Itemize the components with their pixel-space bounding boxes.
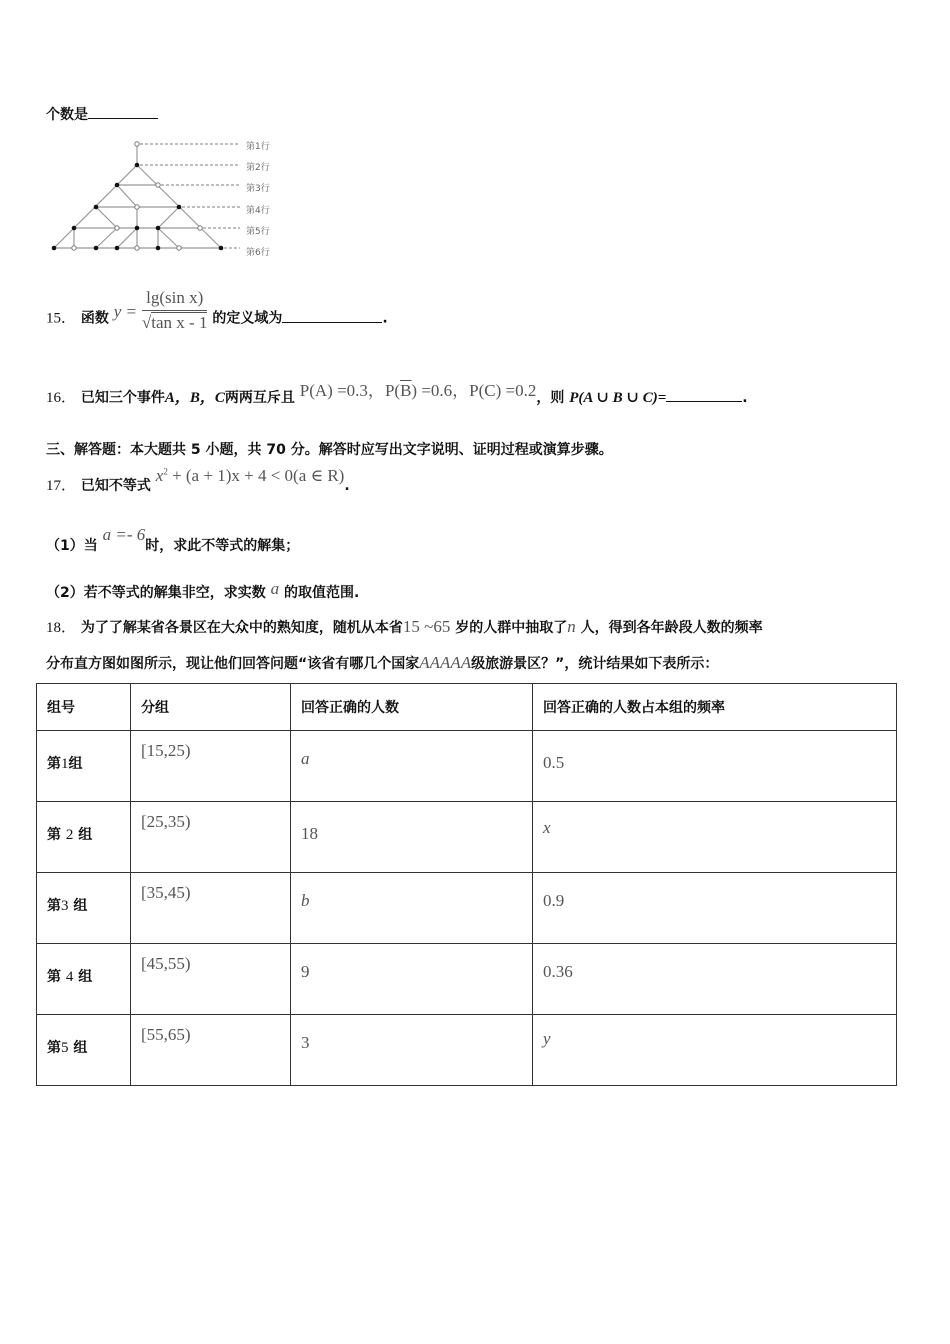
table-row: [37, 1015, 897, 1086]
correct-frequency: x: [543, 818, 551, 837]
question-number: 16．: [46, 390, 77, 406]
radicand: tan x - 1: [151, 313, 208, 332]
var-n: n: [567, 617, 576, 636]
interval: [45,55): [141, 954, 191, 973]
q18-text-d: 分布直方图如图所示，现让他们回答问题“该省有哪几个国家: [46, 656, 420, 672]
q15-suffix: 的定义域为: [212, 310, 283, 327]
prob-b-post: ) =0.6，: [411, 381, 470, 400]
table-row: [37, 944, 897, 1015]
question-number: 15．: [46, 310, 77, 327]
correct-count: 9: [301, 962, 310, 981]
part1-rest: 时，求此不等式的解集；: [145, 538, 300, 554]
period: .: [742, 390, 748, 406]
inequality: [156, 466, 345, 485]
correct-count: a: [301, 749, 310, 768]
row-label: 第6行: [246, 248, 270, 259]
exponent: 2: [163, 466, 168, 477]
group-label: 第3 组: [47, 898, 88, 914]
prob-b-pre: P(: [384, 381, 401, 400]
interval: [25,35): [141, 812, 191, 831]
q17-prefix: 已知不等式: [80, 478, 151, 494]
question-16: [46, 382, 748, 407]
b-bar: $\overline{B}$: [400, 381, 412, 400]
table-row: [37, 802, 897, 873]
table-row: [37, 731, 897, 802]
question-number: 17．: [46, 478, 77, 494]
q15-prefix: 函数: [80, 310, 109, 327]
correct-frequency: y: [543, 1029, 551, 1048]
question-18-line-1: [46, 616, 763, 637]
question-18-line-2: [46, 653, 718, 673]
table-row: [37, 873, 897, 944]
statistics-table: [36, 683, 897, 1086]
q18-text-c: 人，得到各年龄段人数的频率: [580, 620, 763, 636]
scenic-level: AAAAA: [419, 653, 472, 672]
group-label: 第 4 组: [47, 969, 93, 985]
correct-count: 18: [301, 824, 318, 843]
correct-count: b: [301, 891, 310, 910]
fraction: [142, 288, 208, 333]
group-label: 第1组: [47, 756, 83, 772]
var-x: x: [155, 466, 164, 485]
interval: [15,25): [141, 741, 191, 760]
row-label: 第2行: [246, 163, 270, 174]
q17-part-2: [46, 579, 360, 602]
var-a: a: [270, 579, 280, 598]
prob-b-complement: [385, 381, 469, 400]
q16-prefix: 已知三个事件: [80, 390, 165, 406]
group-label: 第5 组: [47, 1040, 88, 1056]
header-correct-frequency: 回答正确的人数占本组的频率: [533, 684, 897, 731]
header-group-number: 组号: [37, 684, 131, 731]
group-label: 第 2 组: [47, 827, 93, 843]
row-labels: [246, 137, 270, 264]
question-17: [46, 466, 350, 495]
answer-blank: [282, 308, 382, 323]
row-label: 第3行: [246, 184, 270, 195]
y-equals: y =: [113, 301, 138, 321]
q18-text-e: 级旅游景区？”，统计结果如下表所示：: [471, 656, 719, 672]
q18-text-a: 为了了解某省各景区在大众中的熟知度，随机从本省: [80, 620, 403, 636]
row-label: 第5行: [246, 226, 270, 237]
q17-part-1: [46, 525, 300, 555]
inequality-rest: + (a + 1)x + 4 < 0(a ∈ R): [167, 466, 345, 485]
correct-frequency: 0.36: [543, 962, 573, 981]
section-heading: 三、解答题：本大题共 5 小题，共 70 分。解答时应写出文字说明、证明过程或演算步骤。: [46, 442, 613, 458]
q14-tail-text: 个数是: [46, 107, 88, 123]
question-number: 18．: [46, 620, 77, 636]
events: A，B，C: [164, 390, 225, 406]
a-value: a =- 6: [102, 525, 146, 544]
period: .: [382, 310, 388, 327]
denominator: √tan x - 1: [141, 313, 208, 332]
interval: [55,65): [141, 1025, 191, 1044]
question-15: [46, 288, 388, 341]
q16-then: ，则: [536, 390, 565, 406]
answer-blank: [666, 387, 742, 402]
q18-text-b: 岁的人群中抽取了: [455, 620, 568, 636]
row-label: 第1行: [246, 142, 270, 152]
correct-count: 3: [301, 1033, 310, 1052]
row-label: 第4行: [246, 205, 270, 216]
age-range: 15 ~65: [402, 617, 451, 636]
q16-mid: 两两互斥且: [224, 390, 295, 406]
header-correct-count: 回答正确的人数: [291, 684, 533, 731]
correct-frequency: 0.5: [543, 753, 565, 772]
numerator: lg(sin x): [142, 288, 208, 311]
interval: [35,45): [141, 883, 191, 902]
union-expression: P(A ∪ B ∪ C)=: [569, 390, 667, 406]
prob-c: P(C) =0.2: [469, 381, 537, 400]
correct-frequency: 0.9: [543, 891, 565, 910]
period: .: [344, 478, 350, 494]
header-interval: 分组: [131, 684, 291, 731]
part2-label: （2）若不等式的解集非空，求实数: [46, 585, 266, 601]
prob-a: P(A) =0.3，: [299, 381, 385, 400]
part1-label: （1）当: [46, 538, 98, 554]
part2-rest: 的取值范围.: [284, 585, 360, 601]
table-header-row: [37, 684, 897, 731]
